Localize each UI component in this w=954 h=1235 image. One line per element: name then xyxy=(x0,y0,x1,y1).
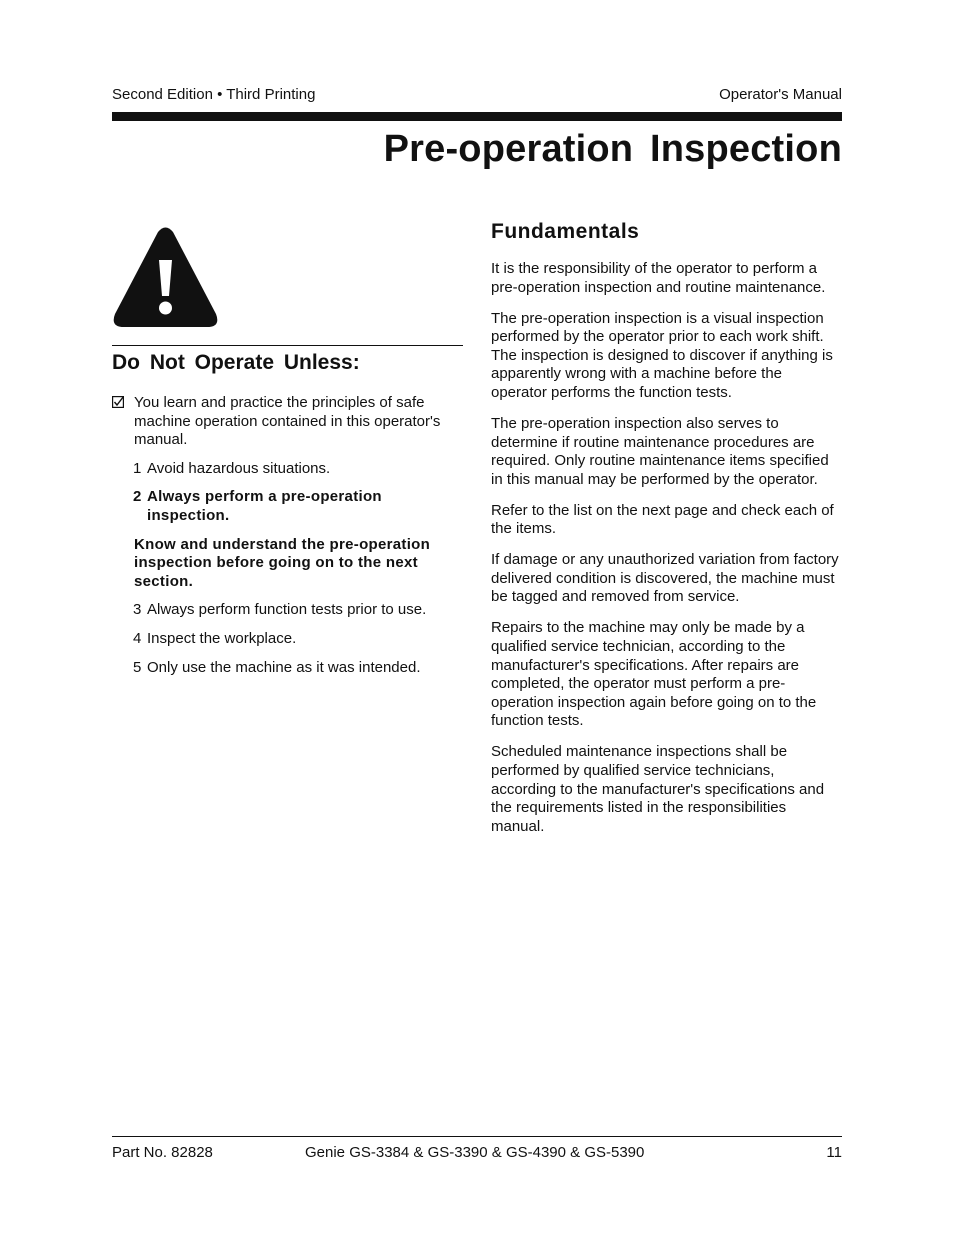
list-item-text: Always perform a pre-operation inspection. xyxy=(147,488,382,524)
body-paragraph: If damage or any unauthorized variation from factory delivered condition is discovered, the machine must be tagged and removed from service. xyxy=(491,551,839,606)
check-item-text: You learn and practice the principles of safe machine operation contained in this operator's manual. xyxy=(134,394,441,449)
do-not-operate-list xyxy=(112,394,452,687)
fundamentals-body xyxy=(491,260,842,849)
footer-models: Genie GS-3384 & GS-3390 & GS-4390 & GS-5390 xyxy=(305,1144,645,1161)
footer-part-number: Part No. 82828 xyxy=(112,1144,213,1161)
list-item-number: 3 xyxy=(133,601,142,619)
list-item xyxy=(112,659,452,678)
footer-rule xyxy=(112,1136,842,1137)
body-paragraph: The pre-operation inspection also serves to determine if routine maintenance procedures are required. Only routine maintenance items specified in this manual may be performed by the operator. xyxy=(491,414,829,488)
list-item xyxy=(112,460,452,479)
list-item-number: 2 xyxy=(133,488,142,506)
body-paragraph: Repairs to the machine may only be made by a qualified service technician, according to the manufacturer's specifications. After repairs are completed, the operator must perform a pre-operation inspection again before going on to the function tests. xyxy=(491,619,817,730)
list-item-text: Inspect the workplace. xyxy=(147,629,297,647)
body-paragraph: Scheduled maintenance inspections shall be performed by qualified service technicians, according to the manufacturer's specifications and the requirements listed in the responsibilities manual. xyxy=(491,743,825,835)
list-item-number: 4 xyxy=(133,629,142,647)
page-title: Pre-operation Inspection xyxy=(383,128,842,170)
left-column-rule xyxy=(112,345,463,346)
list-item-number: 1 xyxy=(133,459,142,477)
fundamentals-heading: Fundamentals xyxy=(491,220,640,243)
list-item xyxy=(112,601,452,620)
header-manual-title: Operator's Manual xyxy=(719,86,842,103)
list-item-text: Only use the machine as it was intended. xyxy=(147,658,421,676)
list-item-text: Avoid hazardous situations. xyxy=(147,459,331,477)
footer-page-number: 11 xyxy=(826,1144,842,1161)
header-rule xyxy=(112,112,842,121)
body-paragraph: It is the responsibility of the operator to perform a pre-operation inspection and routine maintenance. xyxy=(491,260,826,296)
bold-note: Know and understand the pre-operation inspection before going on to the next section. xyxy=(134,535,431,590)
check-item xyxy=(112,394,452,450)
list-item xyxy=(112,630,452,649)
list-item-text: Always perform function tests prior to use. xyxy=(147,601,427,619)
warning-triangle-icon xyxy=(112,226,219,328)
body-paragraph: Refer to the list on the next page and check each of the items. xyxy=(491,501,834,538)
list-item-number: 5 xyxy=(133,658,142,676)
header-edition: Second Edition • Third Printing xyxy=(112,86,316,103)
body-paragraph: The pre-operation inspection is a visual inspection performed by the operator prior to each work shift. The inspection is designed to discover if anything is apparently wrong with a machine before the operator performs the function tests. xyxy=(491,309,833,401)
list-item xyxy=(112,488,452,525)
checked-box-icon xyxy=(112,396,124,408)
do-not-operate-heading: Do Not Operate Unless: xyxy=(112,351,360,374)
